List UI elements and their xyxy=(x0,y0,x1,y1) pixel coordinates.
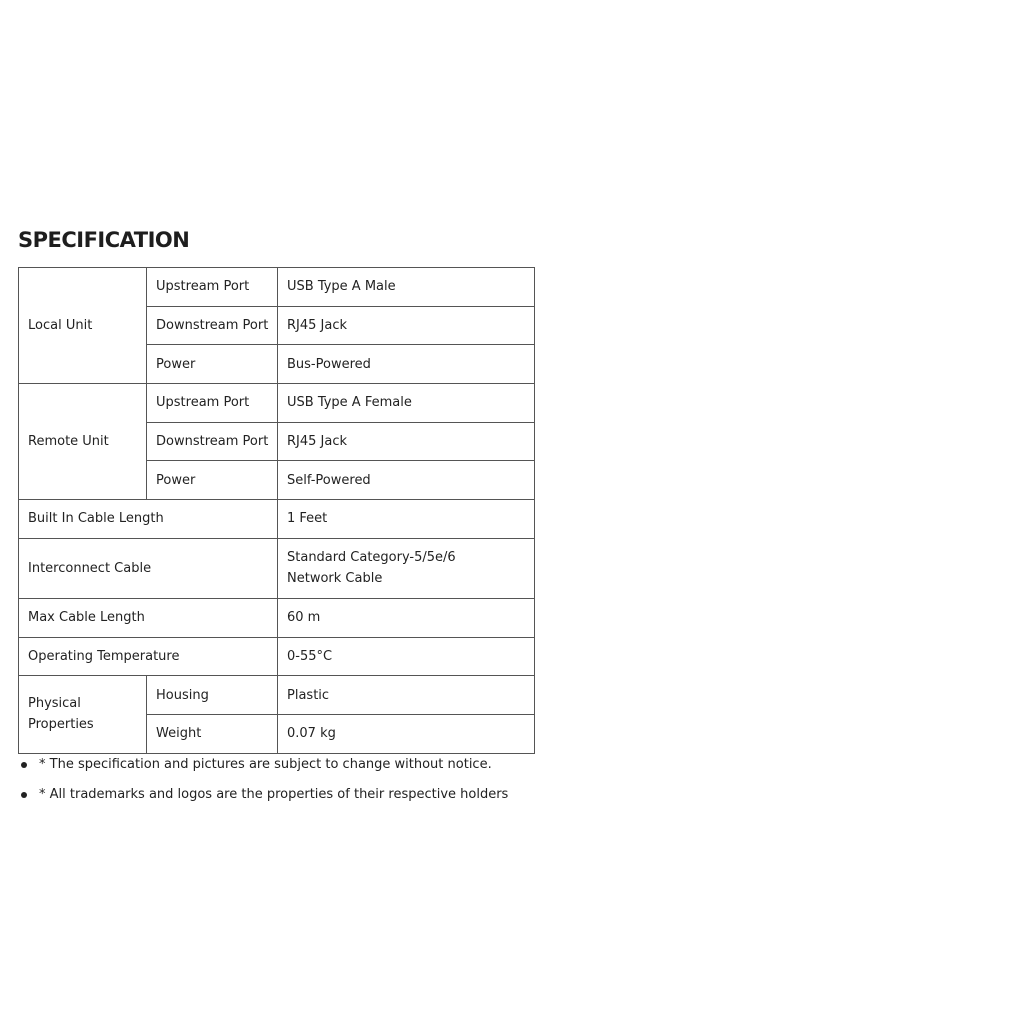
spec-name: Upstream Port xyxy=(147,384,278,423)
group-label-remote-unit: Remote Unit xyxy=(19,384,147,500)
spec-value: Plastic xyxy=(278,676,535,715)
spec-value: Self-Powered xyxy=(278,461,535,500)
table-row xyxy=(19,500,535,539)
table-row xyxy=(19,598,535,637)
page-title: SPECIFICATION xyxy=(18,228,190,252)
table-row xyxy=(19,538,535,598)
spec-name: Housing xyxy=(147,676,278,715)
notes-list xyxy=(18,756,508,816)
table-row xyxy=(19,268,535,307)
group-label-line: Properties xyxy=(28,717,94,733)
spec-name: Weight xyxy=(147,714,278,753)
spec-value: Bus-Powered xyxy=(278,345,535,384)
spec-name: Upstream Port xyxy=(147,268,278,307)
note-text: * The specification and pictures are subject to change without notice. xyxy=(39,757,492,772)
list-item xyxy=(18,786,508,816)
table-row xyxy=(19,637,535,676)
bullet-icon xyxy=(21,792,27,798)
spec-name-max-cable: Max Cable Length xyxy=(19,598,278,637)
table-row xyxy=(19,676,535,715)
spec-value: USB Type A Female xyxy=(278,384,535,423)
group-label-local-unit: Local Unit xyxy=(19,268,147,384)
spec-name: Power xyxy=(147,345,278,384)
spec-value: USB Type A Male xyxy=(278,268,535,307)
spec-name-cable-length: Built In Cable Length xyxy=(19,500,278,539)
spec-name: Downstream Port xyxy=(147,306,278,345)
bullet-icon xyxy=(21,762,27,768)
spec-value-max-cable: 60 m xyxy=(278,598,535,637)
note-text: * All trademarks and logos are the properties of their respective holders xyxy=(39,787,509,802)
spec-value-temperature: 0-55°C xyxy=(278,637,535,676)
list-item xyxy=(18,756,508,786)
spec-value-cable-length: 1 Feet xyxy=(278,500,535,539)
spec-name-temperature: Operating Temperature xyxy=(19,637,278,676)
spec-value-interconnect xyxy=(278,538,535,598)
spec-name-interconnect: Interconnect Cable xyxy=(19,538,278,598)
spec-value: 0.07 kg xyxy=(278,714,535,753)
spec-name: Downstream Port xyxy=(147,422,278,461)
specification-table xyxy=(18,267,535,754)
group-label-line: Physical xyxy=(28,696,81,712)
group-label-physical xyxy=(19,676,147,753)
spec-value: RJ45 Jack xyxy=(278,422,535,461)
spec-value: RJ45 Jack xyxy=(278,306,535,345)
table-row xyxy=(19,384,535,423)
spec-value-line: Network Cable xyxy=(287,571,383,587)
spec-value-line: Standard Category-5/5e/6 xyxy=(287,550,456,566)
spec-name: Power xyxy=(147,461,278,500)
